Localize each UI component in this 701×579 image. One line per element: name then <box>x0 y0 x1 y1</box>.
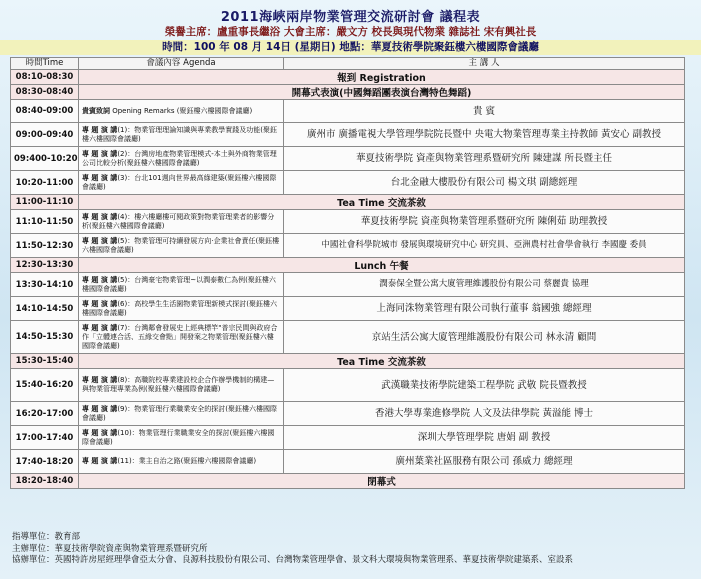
agenda-session-row <box>11 123 685 147</box>
session-time: 08:30-08:40 <box>11 85 79 100</box>
session-title: (8)：高職院校專業建設校企合作辦學機制的構建—與物業管理專業為例(聚鈺樓六樓國際會議廳) <box>82 376 275 393</box>
session-topic <box>79 402 284 426</box>
session-title: (7)：台灣鄰會發展史上經典標竿"普宗民間與政府合作「立體連合活、五緣交會點」開發案之物業管理(聚鈺樓六樓國際會議廳) <box>82 323 278 350</box>
break-label: 開幕式表演(中國舞蹈團表演台灣特色舞蹈) <box>79 85 685 100</box>
session-title: (5)：台灣豪宅物業管理~以潤泰數仁為例(聚鈺樓六樓國際會議廳) <box>82 275 276 293</box>
agenda-break-row <box>11 85 685 100</box>
session-title: (3)：台北101週向世界最高綠建築(聚鈺樓六樓國際會議廳) <box>82 173 277 191</box>
session-topic <box>79 234 284 258</box>
agenda-session-row <box>11 369 685 402</box>
session-title: (11)：業主自治之路(聚鈺樓六樓國際會議廳) <box>117 457 257 465</box>
agenda-session-row <box>11 402 685 426</box>
session-time: 08:10-08:30 <box>11 70 79 85</box>
agenda-session-row <box>11 297 685 321</box>
session-time: 14:10-14:50 <box>11 297 79 321</box>
footer-guidance: 指導單位：教育部 <box>12 532 81 542</box>
session-title: (1)：物業管理理論知識與專業教學實踐及功能(聚鈺樓六樓國際會議廳) <box>82 125 277 143</box>
agenda-body <box>11 70 685 489</box>
session-title: Opening Remarks (聚鈺樓六樓國際會議廳) <box>110 106 253 115</box>
session-time: 11:10-11:50 <box>11 210 79 234</box>
agenda-break-row <box>11 258 685 273</box>
session-kind: 專 題 演 講 <box>82 275 118 284</box>
session-topic <box>79 100 284 123</box>
page-title: 2011海峽兩岸物業管理交流研討會 議程表 <box>220 10 481 25</box>
session-time: 08:40-09:00 <box>11 100 79 123</box>
column-header-agenda: 會議內容 Agenda <box>79 58 284 70</box>
session-title: (6)：高校學生生活園物業管理新模式探討(聚鈺樓六樓國際會議廳) <box>82 299 277 317</box>
agenda-session-row <box>11 100 685 123</box>
session-speaker: 貴 賓 <box>284 100 685 123</box>
break-label: 閉幕式 <box>79 474 685 489</box>
session-topic <box>79 426 284 450</box>
session-kind: 專 題 演 講 <box>82 149 118 158</box>
agenda-break-row <box>11 70 685 85</box>
session-speaker: 武漢職業技術學院建築工程學院 武敬 院長暨教授 <box>284 369 685 402</box>
session-kind: 專 題 演 講 <box>82 323 118 332</box>
session-title: (9)：物業管理行業職業安全的探討(聚鈺樓六樓國際會議廳) <box>82 404 277 422</box>
time-place-banner: 時間：100 年 08 月 14日 (星期日) 地點：華夏技術學院聚鈺樓六樓國際會議廳 <box>0 40 701 55</box>
session-kind: 專 題 演 講 <box>82 299 118 308</box>
header <box>0 0 701 58</box>
session-time: 09:00-09:40 <box>11 123 79 147</box>
break-label: Tea Time 交流茶敘 <box>79 354 685 369</box>
session-time: 16:20-17:00 <box>11 402 79 426</box>
session-speaker: 潤泰保全暨公寓大廈管理維護股份有限公司 蔡麗貴 協理 <box>284 273 685 297</box>
session-speaker: 京站生活公寓大廈管理維護股份有限公司 林永清 顧問 <box>284 321 685 354</box>
footer-organizer: 主辦單位：華夏技術學院資產與物業管理系暨研究所 <box>12 543 208 554</box>
agenda-break-row <box>11 195 685 210</box>
session-topic <box>79 123 284 147</box>
session-title: (2)：台灣房地產物業管理模式-本土與外商物業管理公司比較分析(聚鈺樓六樓國際會議廳) <box>82 149 277 167</box>
session-topic <box>79 171 284 195</box>
session-topic <box>79 321 284 354</box>
session-kind: 專 題 演 講 <box>82 376 118 384</box>
break-label: Lunch 午餐 <box>79 258 685 273</box>
agenda-session-row <box>11 147 685 171</box>
session-kind: 專 題 演 講 <box>82 236 118 245</box>
agenda-session-row <box>11 450 685 474</box>
session-speaker: 廣州市 廣播電視大學管理學院院長暨中 央電大物業管理專業主持教師 黃安心 副教授 <box>284 123 685 147</box>
session-time: 09:400-10:20 <box>11 147 79 171</box>
session-time: 15:40-16:20 <box>11 369 79 402</box>
agenda-break-row <box>11 474 685 489</box>
column-header-time: 時間Time <box>11 58 79 70</box>
break-label: Tea Time 交流茶敘 <box>79 195 685 210</box>
session-title: (10)：物業管理行業職業安全的探討(聚鈺樓六樓國際會議廳) <box>82 428 275 446</box>
session-topic <box>79 297 284 321</box>
session-kind: 專 題 演 講 <box>82 212 118 221</box>
agenda-session-row <box>11 426 685 450</box>
session-speaker: 香港大學專業進修學院 人文及法律學院 黃溢能 博士 <box>284 402 685 426</box>
session-time: 11:00-11:10 <box>11 195 79 210</box>
session-speaker: 華夏技術學院 資產與物業管理系暨研究所 陳俐茹 助理教授 <box>284 210 685 234</box>
agenda-break-row <box>11 354 685 369</box>
hosts-line: 榮譽主席：盧重事長繼浴 大會主席：嚴文方 校長與現代物業 雜誌社 宋有興社長 <box>164 26 537 38</box>
session-title: (5)：物業管理可持續發展方向·企業社會責任(聚鈺樓六樓國際會議廳) <box>82 236 280 254</box>
session-topic <box>79 369 284 402</box>
session-time: 10:20-11:00 <box>11 171 79 195</box>
agenda-table <box>10 57 685 489</box>
session-time: 11:50-12:30 <box>11 234 79 258</box>
agenda-session-row <box>11 171 685 195</box>
session-speaker: 廣州葉業社區服務有限公司 孫威力 總經理 <box>284 450 685 474</box>
session-kind: 貴賓致詞 <box>82 106 110 115</box>
break-label: 報到 Registration <box>79 70 685 85</box>
footer <box>12 532 692 567</box>
session-speaker: 深圳大學管理學院 唐娟 副 教授 <box>284 426 685 450</box>
agenda-session-row <box>11 234 685 258</box>
session-kind: 專 題 演 講 <box>82 173 118 182</box>
session-speaker: 華夏技術學院 資產與物業管理系暨研究所 陳建謀 所長暨主任 <box>284 147 685 171</box>
session-time: 18:20-18:40 <box>11 474 79 489</box>
session-speaker: 上海同洙物業管理有限公司執行董事 翁國強 總經理 <box>284 297 685 321</box>
agenda-session-row <box>11 321 685 354</box>
session-time: 15:30-15:40 <box>11 354 79 369</box>
session-time: 13:30-14:10 <box>11 273 79 297</box>
session-topic <box>79 210 284 234</box>
session-kind: 專 題 演 講 <box>82 457 118 465</box>
session-time: 17:00-17:40 <box>11 426 79 450</box>
session-kind: 專 題 演 講 <box>82 404 118 413</box>
session-title: (4)：樓六樓廳樓可閱政策對物業管理業者的影響分析(聚鈺樓六樓國際會議廳) <box>82 212 275 230</box>
session-topic <box>79 273 284 297</box>
session-topic <box>79 147 284 171</box>
session-speaker: 台北金融大樓股份有限公司 楊文琪 副總經理 <box>284 171 685 195</box>
column-header-speaker: 主 講 人 <box>284 58 685 70</box>
session-speaker: 中國社會科學院城市 發展與環境研究中心 研究員、亞洲農村社會學會執行 李國慶 委員 <box>284 234 685 258</box>
session-time: 12:30-13:30 <box>11 258 79 273</box>
session-time: 17:40-18:20 <box>11 450 79 474</box>
session-kind: 專 題 演 講 <box>82 428 118 437</box>
footer-co-organizers: 協辦單位：英國特許房屋經理學會亞太分會、良源科技股份有限公司、台灣物業管理學會、景文科大環境與物業管理系、華夏技術學院建築系、室設系 <box>12 555 574 565</box>
session-kind: 專 題 演 講 <box>82 125 118 134</box>
agenda-session-row <box>11 210 685 234</box>
session-time: 14:50-15:30 <box>11 321 79 354</box>
session-topic <box>79 450 284 474</box>
agenda-session-row <box>11 273 685 297</box>
